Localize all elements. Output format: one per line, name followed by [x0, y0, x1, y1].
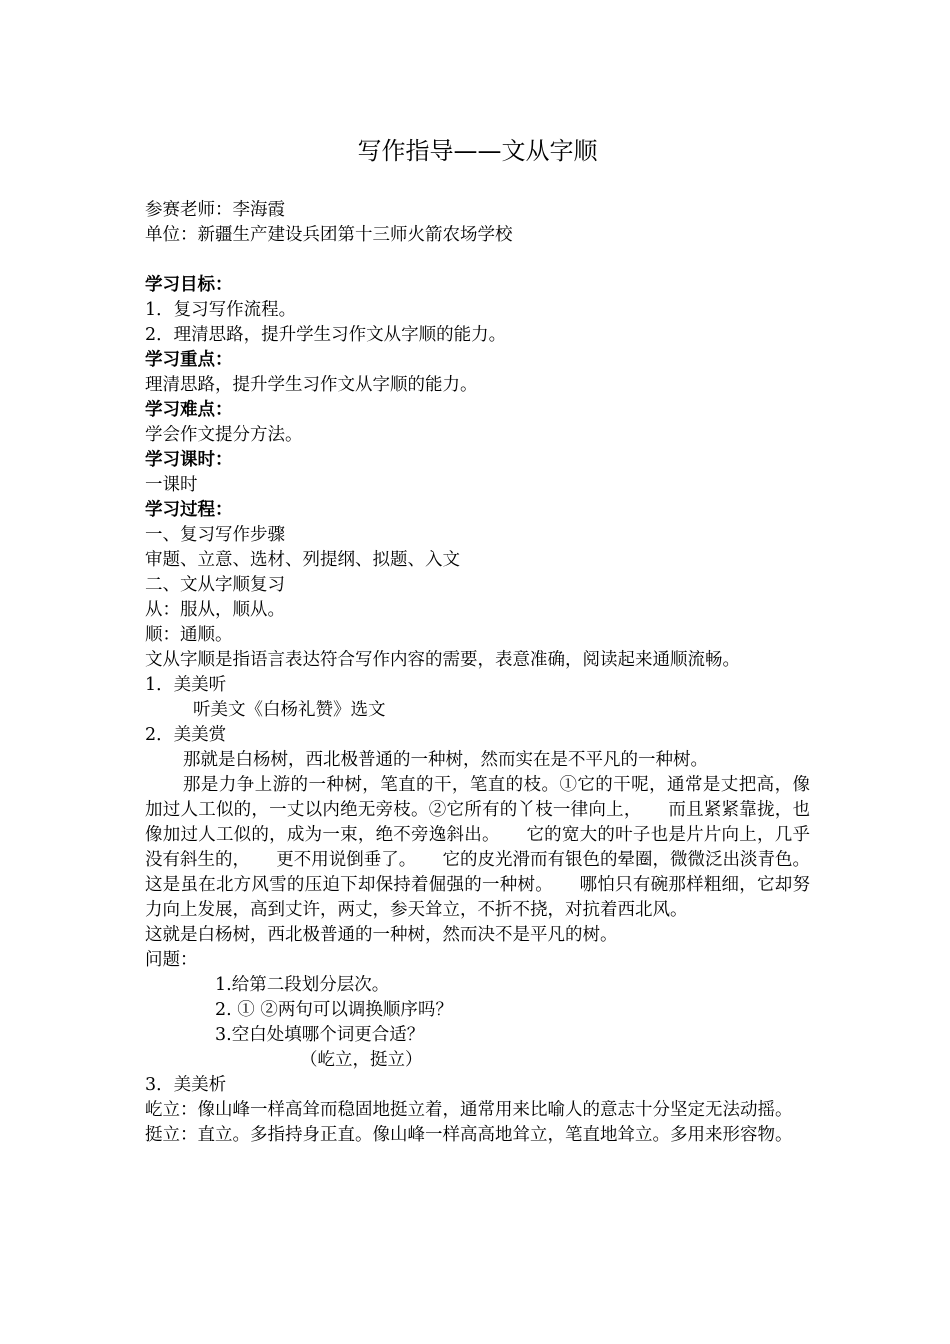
hours-text: 一课时	[145, 475, 198, 495]
step-text: 审题、立意、选材、列提纲、拟题、入文	[145, 550, 460, 570]
goal-item: 2．理清思路，提升学生习作文从字顺的能力。	[145, 325, 507, 345]
spacer	[145, 248, 810, 273]
word-definition: 挺立：直立。多指持身正直。像山峰一样高高地耸立，笔直地耸立。多用来形容物。	[145, 1125, 793, 1145]
appreciate-heading: 2．美美赏	[145, 725, 227, 745]
passage-paragraph: 那是力争上游的一种树，笔直的干，笔直的枝。①它的干呢，通常是丈把高，像加过人工似的，一丈以内绝无旁枝。②它所有的丫枝一律向上， 而且紧紧靠拢，也像加过人工似的，成为一束，绝不旁逸斜出。 它的宽大的叶子也是片片向上，几乎没有斜生的， 更不用说倒垂了。 它的皮光滑而有银色的晕圈，微微泛出淡青色。这是虽在北方风雪的压迫下却保持着倔强的一种树。 哪怕只有碗那样粗细，它却努力向上发展，高到丈许，两丈，参天耸立，不折不挠，对抗着西北风。	[145, 775, 810, 920]
goals-heading: 学习目标：	[145, 275, 233, 295]
question-item: 2. ① ②两句可以调换顺序吗？	[215, 1000, 453, 1020]
goal-item: 1．复习写作流程。	[145, 300, 297, 320]
document-body	[145, 198, 810, 1148]
listen-heading: 1．美美听	[145, 675, 227, 695]
key-points-heading: 学习重点：	[145, 350, 233, 370]
page-title: 写作指导——文从字顺	[357, 137, 598, 165]
step-heading: 一、复习写作步骤	[145, 525, 285, 545]
question-item: 3.空白处填哪个词更合适？	[215, 1025, 425, 1045]
analyze-heading: 3．美美析	[145, 1075, 227, 1095]
key-points-text: 理清思路，提升学生习作文从字顺的能力。	[145, 375, 478, 395]
step-heading: 二、文从字顺复习	[145, 575, 285, 595]
questions-heading: 问题：	[145, 950, 198, 970]
listen-text: 听美文《白杨礼赞》选文	[193, 700, 386, 720]
unit-line: 单位：新疆生产建设兵团第十三师火箭农场学校	[145, 225, 513, 245]
passage-paragraph: 那就是白杨树，西北极普通的一种树，然而实在是不平凡的一种树。	[183, 750, 708, 770]
definition-text: 文从字顺是指语言表达符合写作内容的需要，表意准确，阅读起来通顺流畅。	[145, 650, 740, 670]
question-item: 1.给第二段划分层次。	[215, 975, 390, 995]
process-heading: 学习过程：	[145, 500, 233, 520]
question-options: （屹立，挺立）	[300, 1050, 423, 1070]
difficulty-text: 学会作文提分方法。	[145, 425, 303, 445]
definition-cong: 从：服从，顺从。	[145, 600, 285, 620]
teacher-line: 参赛老师：李海霞	[145, 200, 285, 220]
difficulty-heading: 学习难点：	[145, 400, 233, 420]
word-definition: 屹立：像山峰一样高耸而稳固地挺立着，通常用来比喻人的意志十分坚定无法动摇。	[145, 1100, 793, 1120]
definition-shun: 顺：通顺。	[145, 625, 233, 645]
hours-heading: 学习课时：	[145, 450, 233, 470]
passage-paragraph: 这就是白杨树，西北极普通的一种树，然而决不是平凡的树。	[145, 925, 618, 945]
